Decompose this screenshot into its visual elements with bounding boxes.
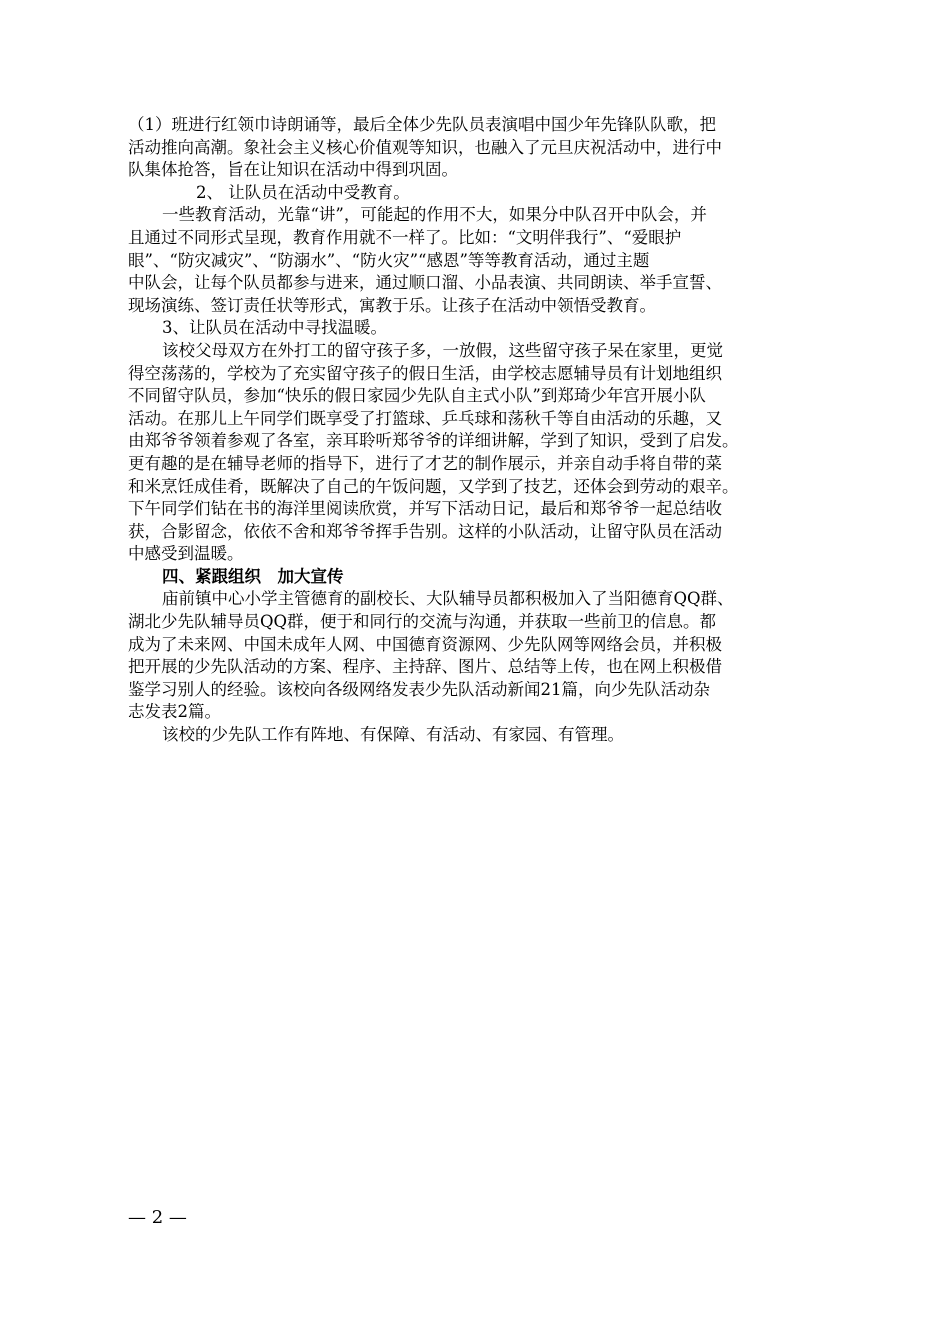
paragraph-line: 得空荡荡的，学校为了充实留守孩子的假日生活，由学校志愿辅导员有计划地组织 xyxy=(128,363,722,383)
paragraph-line: 庙前镇中心小学主管德育的副校长、大队辅导员都积极加入了当阳德育QQ群、 xyxy=(162,589,734,609)
paragraph-line: 鉴学习别人的经验。该校向各级网络发表少先队活动新闻21篇，向少先队活动杂 xyxy=(128,679,710,699)
paragraph-line: 活动推向高潮。象社会主义核心价值观等知识，也融入了元旦庆祝活动中，进行中 xyxy=(128,137,722,157)
paragraph-line: 中队会，让每个队员都参与进来，通过顺口溜、小品表演、共同朗读、举手宣誓、 xyxy=(128,273,722,293)
paragraph-line: 2、 让队员在活动中受教育。 xyxy=(196,182,410,202)
paragraph-line: 活动。在那儿上午同学们既享受了打篮球、乒乓球和荡秋千等自由活动的乐趣，又 xyxy=(128,408,722,428)
paragraph-line: 下午同学们钻在书的海洋里阅读欣赏，并写下活动日记，最后和郑爷爷一起总结收 xyxy=(128,499,722,519)
paragraph-line: 该校父母双方在外打工的留守孩子多，一放假，这些留守孩子呆在家里，更觉 xyxy=(162,340,723,360)
paragraph-line: 志发表2篇。 xyxy=(128,702,221,722)
paragraph-line: 更有趣的是在辅导老师的指导下，进行了才艺的制作展示，并亲自动手将自带的菜 xyxy=(128,453,722,473)
paragraph-line: 3、让队员在活动中寻找温暖。 xyxy=(162,318,387,338)
paragraph-line: 该校的少先队工作有阵地、有保障、有活动、有家园、有管理。 xyxy=(162,725,624,745)
paragraph-line: 现场演练、签订责任状等形式，寓教于乐。让孩子在活动中领悟受教育。 xyxy=(128,295,656,315)
paragraph-line: 不同留守队员，参加“快乐的假日家园少先队自主式小队”到郑琦少年宫开展小队 xyxy=(128,386,706,406)
paragraph-line: 成为了未来网、中国未成年人网、中国德育资源网、少先队网等网络会员，并积极 xyxy=(128,634,722,654)
paragraph-line: 且通过不同形式呈现，教育作用就不一样了。比如：“文明伴我行”、“爱眼护 xyxy=(128,227,682,247)
section-heading: 四、紧跟组织 加大宣传 xyxy=(162,566,344,586)
paragraph-line: 由郑爷爷领着参观了各室，亲耳聆听郑爷爷的详细讲解，学到了知识，受到了启发。 xyxy=(128,431,739,451)
paragraph-line: 眼”、“防灾减灾”、“防溺水”、“防火灾”“感恩”等等教育活动，通过主题 xyxy=(128,250,650,270)
paragraph-line: 把开展的少先队活动的方案、程序、主持辞、图片、总结等上传，也在网上积极借 xyxy=(128,657,722,677)
paragraph-line: 获，合影留念，依依不舍和郑爷爷挥手告别。这样的小队活动，让留守队员在活动 xyxy=(128,521,722,541)
paragraph-line: 中感受到温暖。 xyxy=(128,544,244,564)
body-text xyxy=(128,114,828,747)
paragraph-line: 湖北少先队辅导员QQ群，便于和同行的交流与沟通，并获取一些前卫的信息。都 xyxy=(128,612,717,632)
page-number: — 2 — xyxy=(128,1207,187,1228)
paragraph-line: 一些教育活动，光靠“讲”，可能起的作用不大，如果分中队召开中队会，并 xyxy=(162,205,707,225)
paragraph-line: 和米烹饪成佳肴，既解决了自己的午饭问题，又学到了技艺，还体会到劳动的艰辛。 xyxy=(128,476,739,496)
paragraph-line: 队集体抢答，旨在让知识在活动中得到巩固。 xyxy=(128,160,458,180)
paragraph-line: （1）班进行红领巾诗朗诵等，最后全体少先队员表演唱中国少年先锋队队歌，把 xyxy=(128,115,716,134)
